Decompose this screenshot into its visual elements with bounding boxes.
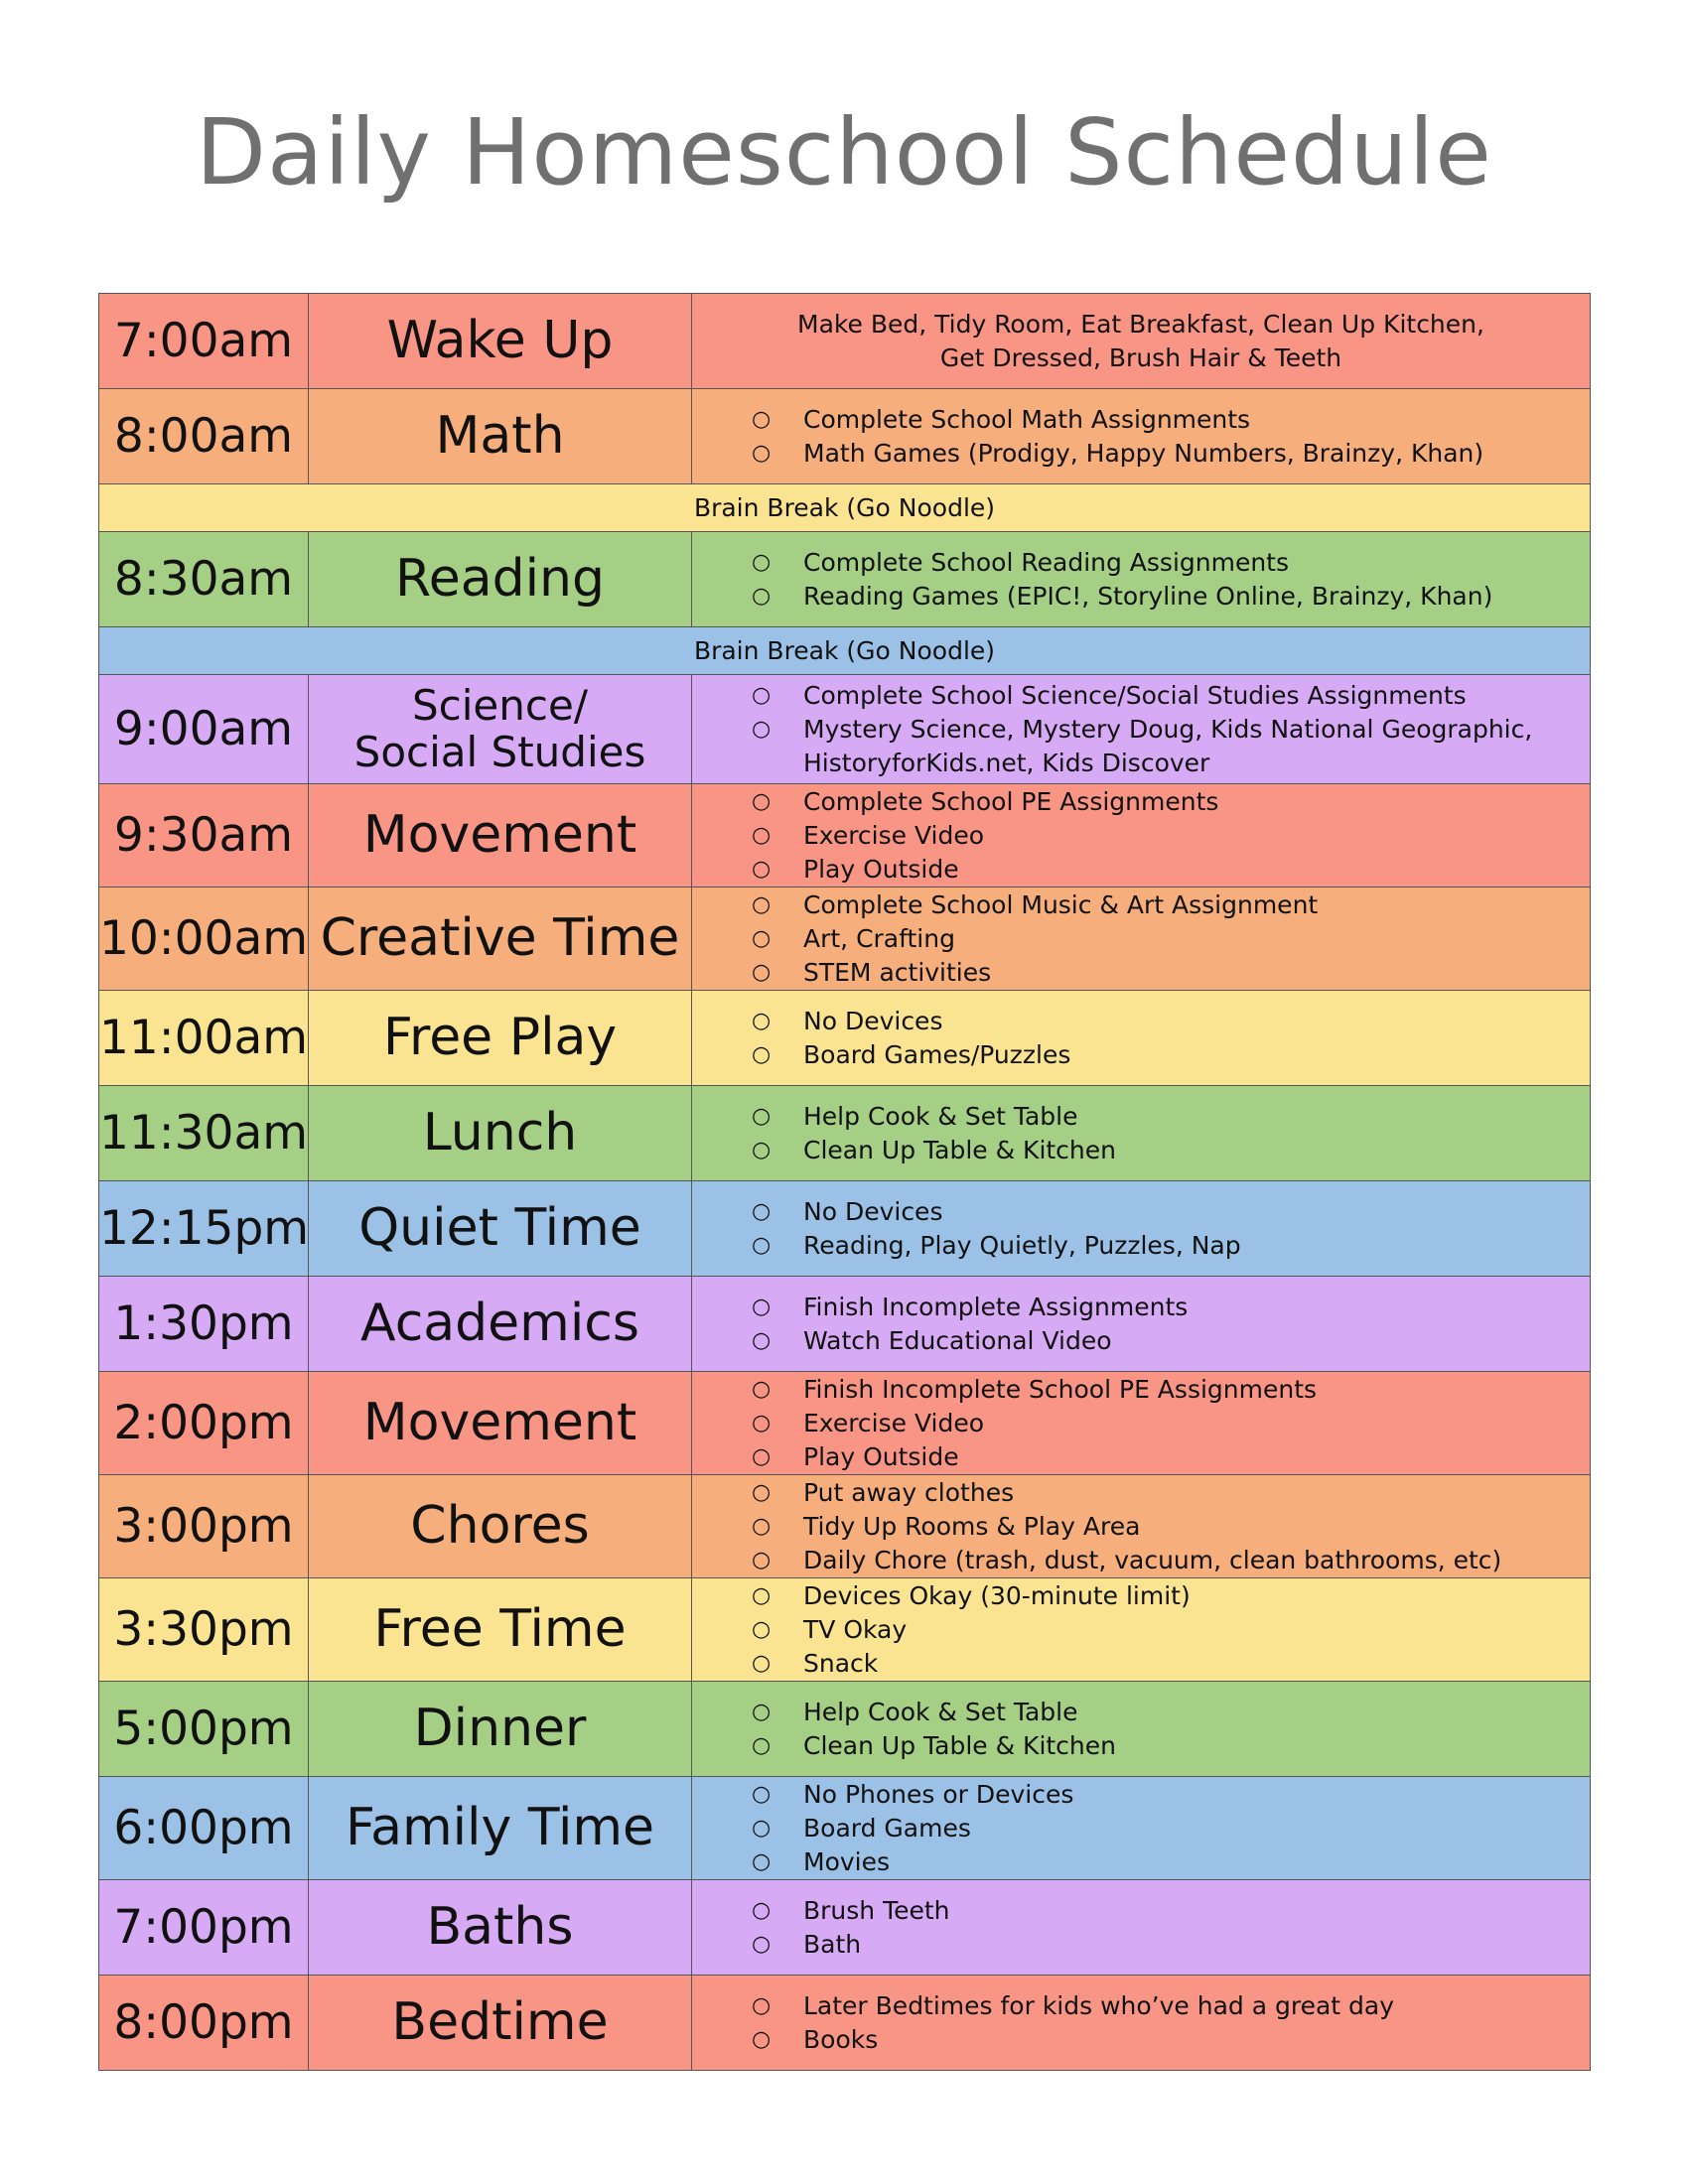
details-cell bbox=[692, 389, 1591, 484]
activity-cell: Wake Up bbox=[309, 294, 692, 389]
detail-item bbox=[752, 1195, 1590, 1229]
detail-text: Clean Up Table & Kitchen bbox=[803, 1135, 1117, 1164]
detail-item bbox=[752, 713, 1590, 780]
circle-bullet-icon: ○ bbox=[752, 1232, 772, 1258]
circle-bullet-icon: ○ bbox=[752, 891, 772, 917]
circle-bullet-icon: ○ bbox=[752, 1815, 772, 1841]
circle-bullet-icon: ○ bbox=[752, 1103, 772, 1129]
circle-bullet-icon: ○ bbox=[752, 1848, 772, 1874]
schedule-body bbox=[99, 294, 1591, 2071]
detail-text: Movies bbox=[803, 1846, 891, 1876]
detail-text: Board Games bbox=[803, 1813, 971, 1843]
detail-text: Complete School Math Assignments bbox=[803, 404, 1251, 434]
detail-item bbox=[752, 1812, 1590, 1845]
detail-list bbox=[692, 888, 1590, 990]
detail-text: TV Okay bbox=[803, 1614, 908, 1644]
detail-item bbox=[752, 1038, 1590, 1072]
detail-text: Art, Crafting bbox=[803, 923, 955, 953]
detail-text: Bath bbox=[803, 1929, 862, 1959]
activity-cell: Science/ Social Studies bbox=[309, 675, 692, 784]
schedule-row bbox=[99, 389, 1591, 484]
detail-text: Mystery Science, Mystery Doug, Kids National Geographic, HistoryforKids.net, Kids Discover bbox=[803, 714, 1533, 777]
activity-cell: Lunch bbox=[309, 1086, 692, 1181]
circle-bullet-icon: ○ bbox=[752, 682, 772, 708]
detail-list bbox=[692, 1291, 1590, 1358]
details-cell bbox=[692, 1578, 1591, 1682]
time-cell: 9:30am bbox=[99, 784, 309, 887]
detail-text: Brush Teeth bbox=[803, 1895, 950, 1925]
detail-item bbox=[752, 1100, 1590, 1134]
time-cell: 6:00pm bbox=[99, 1777, 309, 1880]
activity-cell: Chores bbox=[309, 1475, 692, 1578]
details-cell bbox=[692, 1475, 1591, 1578]
circle-bullet-icon: ○ bbox=[752, 2026, 772, 2052]
brain-break-row bbox=[99, 627, 1591, 675]
time-cell: 11:00am bbox=[99, 991, 309, 1086]
detail-line: Make Bed, Tidy Room, Eat Breakfast, Clean Up Kitchen, bbox=[797, 309, 1484, 339]
detail-item bbox=[752, 1407, 1590, 1440]
detail-text: No Devices bbox=[803, 1006, 943, 1035]
detail-item bbox=[752, 546, 1590, 580]
detail-text: Complete School Science/Social Studies Assignments bbox=[803, 680, 1467, 710]
detail-item bbox=[752, 1510, 1590, 1544]
detail-item bbox=[752, 1005, 1590, 1038]
detail-item bbox=[752, 1989, 1590, 2023]
details-cell bbox=[692, 675, 1591, 784]
circle-bullet-icon: ○ bbox=[752, 1376, 772, 1402]
detail-item bbox=[752, 1324, 1590, 1358]
circle-bullet-icon: ○ bbox=[752, 1513, 772, 1539]
circle-bullet-icon: ○ bbox=[752, 549, 772, 575]
detail-list bbox=[692, 1373, 1590, 1474]
circle-bullet-icon: ○ bbox=[752, 1327, 772, 1353]
detail-item bbox=[752, 580, 1590, 614]
time-cell: 3:30pm bbox=[99, 1578, 309, 1682]
detail-item bbox=[752, 679, 1590, 713]
schedule-table bbox=[98, 293, 1591, 2071]
detail-text: Complete School PE Assignments bbox=[803, 786, 1219, 816]
time-cell: 7:00pm bbox=[99, 1880, 309, 1976]
detail-item bbox=[752, 1778, 1590, 1812]
detail-text: Later Bedtimes for kids who’ve had a great day bbox=[803, 1990, 1395, 2020]
schedule-row bbox=[99, 1976, 1591, 2071]
detail-item bbox=[752, 819, 1590, 853]
schedule-row bbox=[99, 1181, 1591, 1277]
circle-bullet-icon: ○ bbox=[752, 1137, 772, 1162]
time-cell: 11:30am bbox=[99, 1086, 309, 1181]
circle-bullet-icon: ○ bbox=[752, 1992, 772, 2018]
schedule-row bbox=[99, 1372, 1591, 1475]
detail-item bbox=[752, 1134, 1590, 1167]
details-cell bbox=[692, 991, 1591, 1086]
schedule-row bbox=[99, 991, 1591, 1086]
circle-bullet-icon: ○ bbox=[752, 716, 772, 742]
brain-break-label: Brain Break (Go Noodle) bbox=[99, 627, 1591, 675]
detail-text: Snack bbox=[803, 1648, 879, 1678]
schedule-row bbox=[99, 675, 1591, 784]
detail-list bbox=[692, 1989, 1590, 2057]
detail-item bbox=[752, 2023, 1590, 2057]
details-cell bbox=[692, 294, 1591, 389]
time-cell: 2:00pm bbox=[99, 1372, 309, 1475]
details-cell bbox=[692, 1372, 1591, 1475]
time-cell: 9:00am bbox=[99, 675, 309, 784]
activity-cell: Reading bbox=[309, 532, 692, 627]
detail-text: Exercise Video bbox=[803, 1408, 985, 1437]
schedule-row bbox=[99, 532, 1591, 627]
detail-item bbox=[752, 1845, 1590, 1879]
detail-list bbox=[692, 1100, 1590, 1167]
schedule-row bbox=[99, 1277, 1591, 1372]
brain-break-label: Brain Break (Go Noodle) bbox=[99, 484, 1591, 532]
activity-cell: Academics bbox=[309, 1277, 692, 1372]
activity-cell: Movement bbox=[309, 1372, 692, 1475]
details-cell bbox=[692, 887, 1591, 991]
detail-item bbox=[752, 1373, 1590, 1407]
detail-item bbox=[752, 922, 1590, 956]
activity-cell: Math bbox=[309, 389, 692, 484]
activity-cell: Bedtime bbox=[309, 1976, 692, 2071]
circle-bullet-icon: ○ bbox=[752, 1410, 772, 1435]
activity-cell: Family Time bbox=[309, 1777, 692, 1880]
detail-text: Clean Up Table & Kitchen bbox=[803, 1730, 1117, 1760]
detail-text: Finish Incomplete Assignments bbox=[803, 1292, 1189, 1321]
detail-text: Put away clothes bbox=[803, 1477, 1015, 1507]
circle-bullet-icon: ○ bbox=[752, 1041, 772, 1067]
detail-text: Daily Chore (trash, dust, vacuum, clean bathrooms, etc) bbox=[803, 1545, 1502, 1574]
time-cell: 1:30pm bbox=[99, 1277, 309, 1372]
details-cell bbox=[692, 1086, 1591, 1181]
circle-bullet-icon: ○ bbox=[752, 1616, 772, 1642]
circle-bullet-icon: ○ bbox=[752, 788, 772, 814]
detail-item bbox=[752, 1729, 1590, 1763]
circle-bullet-icon: ○ bbox=[752, 856, 772, 882]
circle-bullet-icon: ○ bbox=[752, 959, 772, 985]
circle-bullet-icon: ○ bbox=[752, 1198, 772, 1224]
schedule-row bbox=[99, 1475, 1591, 1578]
schedule-row bbox=[99, 1880, 1591, 1976]
detail-list bbox=[692, 1476, 1590, 1577]
circle-bullet-icon: ○ bbox=[752, 822, 772, 848]
circle-bullet-icon: ○ bbox=[752, 1294, 772, 1319]
details-cell bbox=[692, 1976, 1591, 2071]
circle-bullet-icon: ○ bbox=[752, 406, 772, 432]
schedule-row bbox=[99, 784, 1591, 887]
detail-item bbox=[752, 785, 1590, 819]
detail-item bbox=[752, 1229, 1590, 1263]
detail-item bbox=[752, 403, 1590, 437]
detail-item bbox=[752, 1928, 1590, 1962]
detail-text: No Phones or Devices bbox=[803, 1779, 1074, 1809]
detail-line: Get Dressed, Brush Hair & Teeth bbox=[939, 342, 1342, 372]
detail-text: Play Outside bbox=[803, 1441, 959, 1471]
detail-text: Exercise Video bbox=[803, 820, 985, 850]
activity-cell: Creative Time bbox=[309, 887, 692, 991]
time-cell: 12:15pm bbox=[99, 1181, 309, 1277]
circle-bullet-icon: ○ bbox=[752, 1008, 772, 1033]
detail-text: Finish Incomplete School PE Assignments bbox=[803, 1374, 1318, 1404]
circle-bullet-icon: ○ bbox=[752, 1582, 772, 1608]
details-cell bbox=[692, 784, 1591, 887]
schedule-row bbox=[99, 1682, 1591, 1777]
time-cell: 3:00pm bbox=[99, 1475, 309, 1578]
circle-bullet-icon: ○ bbox=[752, 1781, 772, 1807]
activity-cell: Quiet Time bbox=[309, 1181, 692, 1277]
page-title: Daily Homeschool Schedule bbox=[196, 99, 1492, 205]
details-cell bbox=[692, 1777, 1591, 1880]
detail-item bbox=[752, 853, 1590, 887]
circle-bullet-icon: ○ bbox=[752, 1732, 772, 1758]
circle-bullet-icon: ○ bbox=[752, 1443, 772, 1469]
detail-text: Math Games (Prodigy, Happy Numbers, Brainzy, Khan) bbox=[803, 438, 1484, 468]
details-cell bbox=[692, 1880, 1591, 1976]
detail-list bbox=[692, 1778, 1590, 1879]
detail-item bbox=[752, 437, 1590, 471]
time-cell: 8:00pm bbox=[99, 1976, 309, 2071]
detail-list bbox=[692, 785, 1590, 887]
detail-text: Books bbox=[803, 2024, 879, 2054]
detail-item bbox=[752, 1647, 1590, 1681]
detail-text: Help Cook & Set Table bbox=[803, 1101, 1078, 1131]
detail-item bbox=[752, 1894, 1590, 1928]
detail-text: Watch Educational Video bbox=[803, 1325, 1112, 1355]
circle-bullet-icon: ○ bbox=[752, 440, 772, 466]
detail-text: Help Cook & Set Table bbox=[803, 1697, 1078, 1726]
detail-list bbox=[692, 1894, 1590, 1962]
detail-text: STEM activities bbox=[803, 957, 992, 987]
detail-text: Complete School Music & Art Assignment bbox=[803, 889, 1319, 919]
activity-cell: Free Play bbox=[309, 991, 692, 1086]
circle-bullet-icon: ○ bbox=[752, 925, 772, 951]
detail-text: Reading, Play Quietly, Puzzles, Nap bbox=[803, 1230, 1241, 1260]
detail-text: Devices Okay (30-minute limit) bbox=[803, 1580, 1191, 1610]
schedule-row bbox=[99, 1578, 1591, 1682]
detail-item bbox=[752, 1696, 1590, 1729]
circle-bullet-icon: ○ bbox=[752, 583, 772, 609]
brain-break-row bbox=[99, 484, 1591, 532]
schedule-row bbox=[99, 1086, 1591, 1181]
activity-cell: Free Time bbox=[309, 1578, 692, 1682]
schedule-row bbox=[99, 887, 1591, 991]
detail-text: Tidy Up Rooms & Play Area bbox=[803, 1511, 1141, 1541]
circle-bullet-icon: ○ bbox=[752, 1699, 772, 1724]
time-cell: 8:30am bbox=[99, 532, 309, 627]
detail-item bbox=[752, 1476, 1590, 1510]
circle-bullet-icon: ○ bbox=[752, 1931, 772, 1957]
time-cell: 7:00am bbox=[99, 294, 309, 389]
schedule-row bbox=[99, 294, 1591, 389]
detail-item bbox=[752, 888, 1590, 922]
detail-list bbox=[692, 679, 1590, 780]
activity-cell: Baths bbox=[309, 1880, 692, 1976]
schedule-row bbox=[99, 1777, 1591, 1880]
detail-text: Reading Games (EPIC!, Storyline Online, Brainzy, Khan) bbox=[803, 581, 1493, 611]
detail-item bbox=[752, 1440, 1590, 1474]
activity-cell: Dinner bbox=[309, 1682, 692, 1777]
time-cell: 8:00am bbox=[99, 389, 309, 484]
detail-text: Board Games/Puzzles bbox=[803, 1039, 1071, 1069]
circle-bullet-icon: ○ bbox=[752, 1479, 772, 1505]
details-cell bbox=[692, 1682, 1591, 1777]
detail-text: Complete School Reading Assignments bbox=[803, 547, 1290, 577]
detail-list bbox=[692, 1579, 1590, 1681]
detail-item bbox=[752, 1579, 1590, 1613]
detail-list bbox=[692, 403, 1590, 471]
details-cell bbox=[692, 1277, 1591, 1372]
details-cell bbox=[692, 1181, 1591, 1277]
detail-text: Play Outside bbox=[803, 854, 959, 884]
detail-text: No Devices bbox=[803, 1196, 943, 1226]
detail-list bbox=[692, 1696, 1590, 1763]
detail-item bbox=[752, 956, 1590, 990]
circle-bullet-icon: ○ bbox=[752, 1897, 772, 1923]
detail-item bbox=[752, 1613, 1590, 1647]
circle-bullet-icon: ○ bbox=[752, 1650, 772, 1676]
circle-bullet-icon: ○ bbox=[752, 1547, 772, 1572]
time-cell: 10:00am bbox=[99, 887, 309, 991]
detail-list bbox=[692, 1195, 1590, 1263]
detail-item bbox=[752, 1291, 1590, 1324]
detail-list bbox=[692, 1005, 1590, 1072]
activity-cell: Movement bbox=[309, 784, 692, 887]
detail-item bbox=[752, 1544, 1590, 1577]
time-cell: 5:00pm bbox=[99, 1682, 309, 1777]
details-cell bbox=[692, 532, 1591, 627]
detail-list bbox=[692, 546, 1590, 614]
